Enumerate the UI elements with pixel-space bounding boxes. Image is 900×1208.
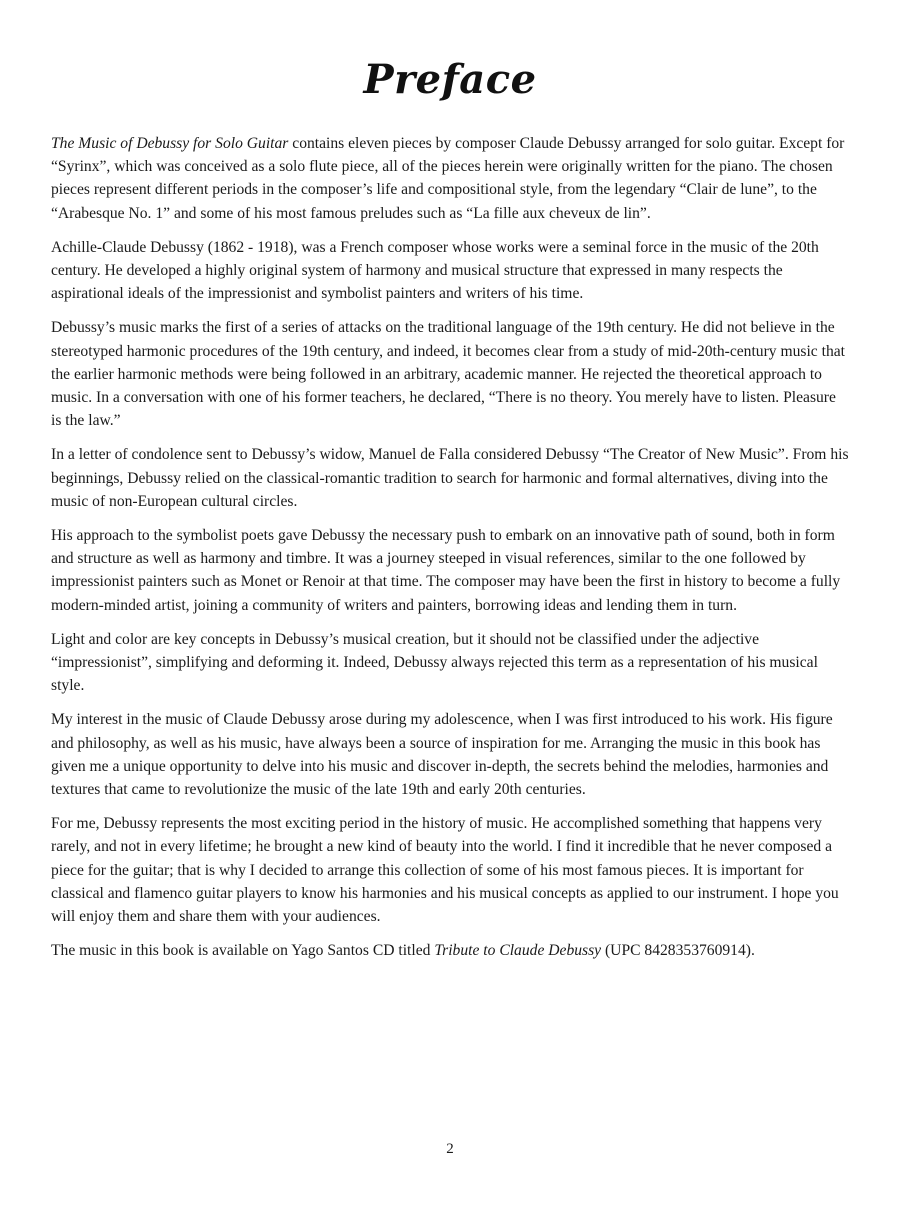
- paragraph-2: Achille-Claude Debussy (1862 - 1918), was a French composer whose works were a seminal force in the music of the 20th century. He developed a highly original system of harmony and musical structure that expressed in many respects the aspirational ideals of the impressionist and symbolist painters and writers of his time.: [51, 238, 819, 303]
- paragraph-8: For me, Debussy represents the most exciting period in the history of music. He accomplished something that happens very rarely, and not in every lifetime; he brought a new kind of beauty into the world. I find it incredible that he never composed a piece for the guitar; that is why I decided to arrange this collection of some of his most famous pieces. It is important for classical and flamenco guitar players to know his harmonies and his musical concepts as applied to our instrument. I hope you will enjoy them and share them with your audiences.: [51, 815, 839, 926]
- paragraph-5: His approach to the symbolist poets gave Debussy the necessary push to embark on an innovative path of sound, both in form and structure as well as harmony and timbre. It was a journey steeped in visual references, similar to the one followed by impressionist painters such as Monet or Renoir at that time. The composer may have been the first in history to become a fully modern-minded artist, joining a community of writers and painters, borrowing ideas and lending them in turn.: [51, 527, 841, 614]
- page-number: 2: [446, 1141, 454, 1157]
- paragraph-9-after: (UPC 8428353760914).: [601, 942, 755, 960]
- body-text: [51, 132, 849, 974]
- paragraph-6: Light and color are key concepts in Debussy’s musical creation, but it should not be classified under the adjective “impressionist”, simplifying and deforming it. Indeed, Debussy always rejected this term as a representation of his musical style.: [51, 630, 818, 695]
- paragraph-9: [51, 939, 849, 962]
- page-title: Preface: [363, 56, 537, 103]
- paragraph-1: [51, 132, 849, 225]
- paragraph-1-text: contains eleven pieces by composer Claude Debussy arranged for solo guitar. Except for “Syrinx”, which was conceived as a solo flute piece, all of the pieces herein were originally written for the piano. The chosen pieces represent different periods in the composer’s life and compositional style, from the legendary “Clair de lune”, to the “Arabesque No. 1” and some of his most famous preludes such as “La fille aux cheveux de lin”.: [51, 135, 845, 222]
- paragraph-4: In a letter of condolence sent to Debussy’s widow, Manuel de Falla considered Debussy “The Creator of New Music”. From his beginnings, Debussy relied on the classical-romantic tradition to search for harmonic and formal alternatives, diving into the music of non-European cultural circles.: [51, 446, 849, 510]
- book-title: The Music of Debussy for Solo Guitar: [51, 135, 289, 152]
- paragraph-9-before: The music in this book is available on Yago Santos CD titled: [51, 942, 435, 960]
- cd-title: Tribute to Claude Debussy: [434, 942, 602, 960]
- paragraph-3: Debussy’s music marks the first of a series of attacks on the traditional language of the 19th century. He did not believe in the stereotyped harmonic procedures of the 19th century, and indeed, it becomes clear from a study of mid-20th-century music that the earlier harmonic methods were being followed in an arbitrary, academic manner. He rejected the theoretical approach to music. In a conversation with one of his former teachers, he declared, “There is no theory. You merely have to listen. Pleasure is the law.”: [51, 319, 846, 430]
- paragraph-7: My interest in the music of Claude Debussy arose during my adolescence, when I was first introduced to his work. His figure and philosophy, as well as his music, have always been a source of inspiration for me. Arranging the music in this book has given me a unique opportunity to delve into his music and discover in-depth, the secrets behind the melodies, harmonies and textures that came to revolutionize the music of the late 19th and early 20th centuries.: [51, 711, 833, 799]
